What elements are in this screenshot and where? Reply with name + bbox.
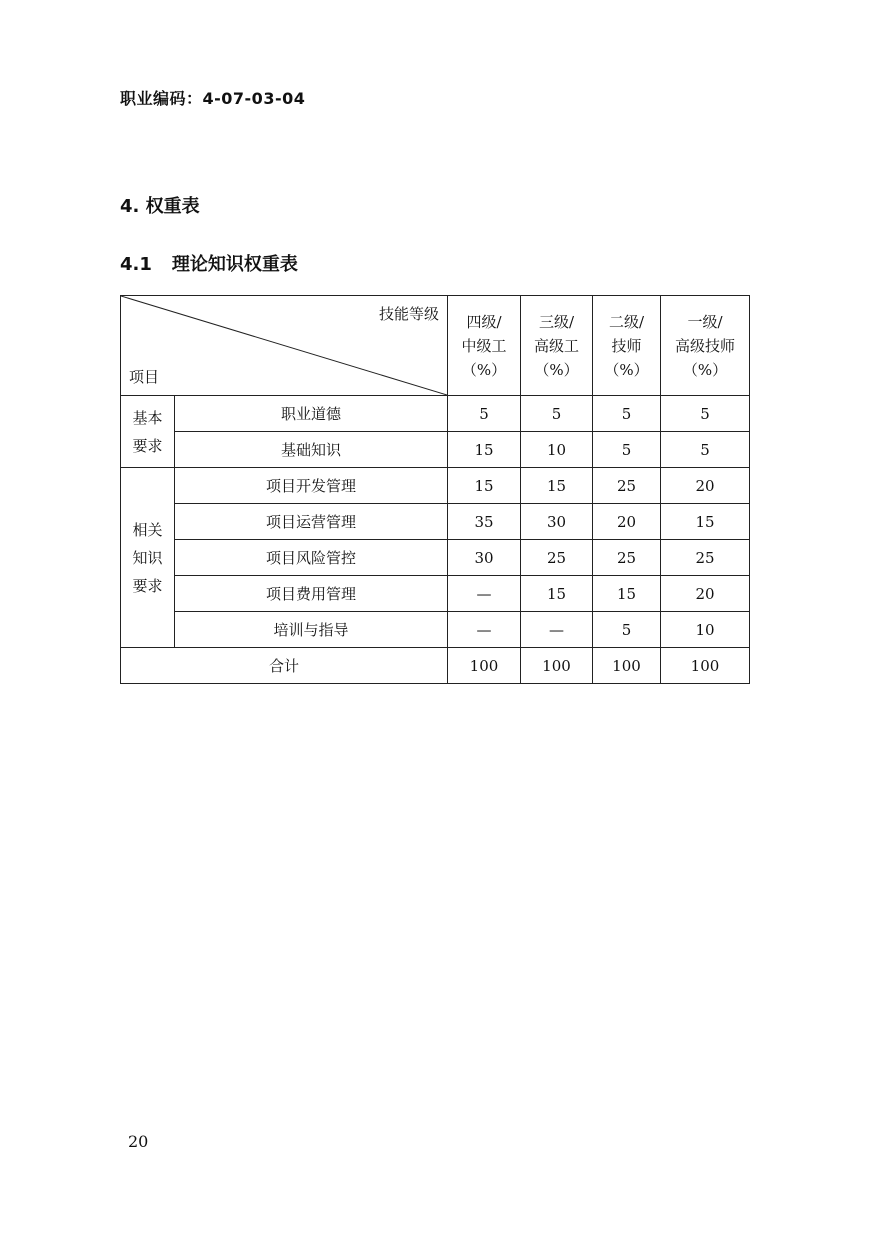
total-value: 100: [448, 648, 521, 684]
group-related-knowledge: [121, 468, 175, 648]
cell-value: 15: [521, 576, 593, 612]
subsection-title: [120, 250, 298, 276]
row-item: 项目运营管理: [175, 504, 448, 540]
cell-value: 15: [593, 576, 661, 612]
cell-value: 5: [593, 432, 661, 468]
table-row: [121, 504, 750, 540]
table-row: [121, 540, 750, 576]
diagonal-header-cell: [121, 296, 448, 396]
group-label-line: 知识: [132, 548, 163, 567]
level-header-line: 高级工: [533, 336, 579, 355]
level-header-line: （%）: [682, 360, 728, 379]
skill-level-label: 技能等级: [378, 305, 439, 323]
cell-value: 5: [448, 396, 521, 432]
occupation-code: 职业编码：4-07-03-04: [120, 89, 306, 108]
cell-value: 30: [521, 504, 593, 540]
level-header: [448, 296, 521, 396]
table-total-row: [121, 648, 750, 684]
cell-value: 5: [593, 612, 661, 648]
cell-value: 25: [593, 468, 661, 504]
cell-value: 35: [448, 504, 521, 540]
cell-value: 5: [661, 432, 750, 468]
group-label-line: 相关: [132, 520, 163, 539]
subsection-title-text: 理论知识权重表: [171, 254, 298, 275]
cell-value: 30: [448, 540, 521, 576]
level-header: [521, 296, 593, 396]
cell-value: —: [448, 612, 521, 648]
table-row: [121, 612, 750, 648]
row-item: 职业道德: [175, 396, 448, 432]
level-header-line: 技师: [611, 336, 642, 355]
level-header: [593, 296, 661, 396]
cell-value: 10: [521, 432, 593, 468]
cell-value: —: [521, 612, 593, 648]
level-header-line: 三级/: [538, 312, 575, 331]
cell-value: 5: [593, 396, 661, 432]
page-number: 20: [128, 1132, 149, 1151]
cell-value: 15: [448, 432, 521, 468]
cell-value: 20: [593, 504, 661, 540]
cell-value: 20: [661, 576, 750, 612]
level-header-line: 四级/: [466, 312, 502, 331]
section-title: [120, 192, 200, 218]
row-item: 项目开发管理: [175, 468, 448, 504]
group-label-line: 要求: [132, 576, 163, 595]
cell-value: 25: [521, 540, 593, 576]
total-value: 100: [661, 648, 750, 684]
level-header-line: （%）: [534, 360, 579, 379]
level-header-line: 高级技师: [674, 336, 735, 355]
table-row: [121, 468, 750, 504]
total-value: 100: [593, 648, 661, 684]
cell-value: 5: [661, 396, 750, 432]
table-row: [121, 576, 750, 612]
cell-value: 15: [521, 468, 593, 504]
total-label: 合计: [121, 648, 448, 684]
level-header-line: 二级/: [608, 312, 645, 331]
cell-value: 15: [448, 468, 521, 504]
row-item: 项目费用管理: [175, 576, 448, 612]
level-header-line: 中级工: [461, 336, 507, 355]
row-item: 项目风险管控: [175, 540, 448, 576]
group-label-line: 要求: [132, 436, 163, 455]
cell-value: 20: [661, 468, 750, 504]
cell-value: —: [448, 576, 521, 612]
table-header-row: [121, 296, 750, 396]
level-header: [661, 296, 750, 396]
item-label: 项目: [129, 368, 160, 386]
cell-value: 15: [661, 504, 750, 540]
level-header-line: （%）: [604, 360, 649, 379]
theory-weight-table: [120, 295, 750, 684]
table-row: [121, 432, 750, 468]
row-item: 培训与指导: [175, 612, 448, 648]
section-number: 4.: [120, 196, 140, 217]
group-label-line: 基本: [132, 408, 163, 427]
level-header-line: 一级/: [687, 312, 723, 331]
cell-value: 10: [661, 612, 750, 648]
cell-value: 5: [521, 396, 593, 432]
table-row: [121, 396, 750, 432]
group-basic-requirements: [121, 396, 175, 468]
section-title-text: 权重表: [145, 196, 200, 217]
subsection-number: 4.1: [120, 254, 152, 275]
total-value: 100: [521, 648, 593, 684]
row-item: 基础知识: [175, 432, 448, 468]
cell-value: 25: [593, 540, 661, 576]
level-header-line: （%）: [461, 360, 507, 379]
cell-value: 25: [661, 540, 750, 576]
